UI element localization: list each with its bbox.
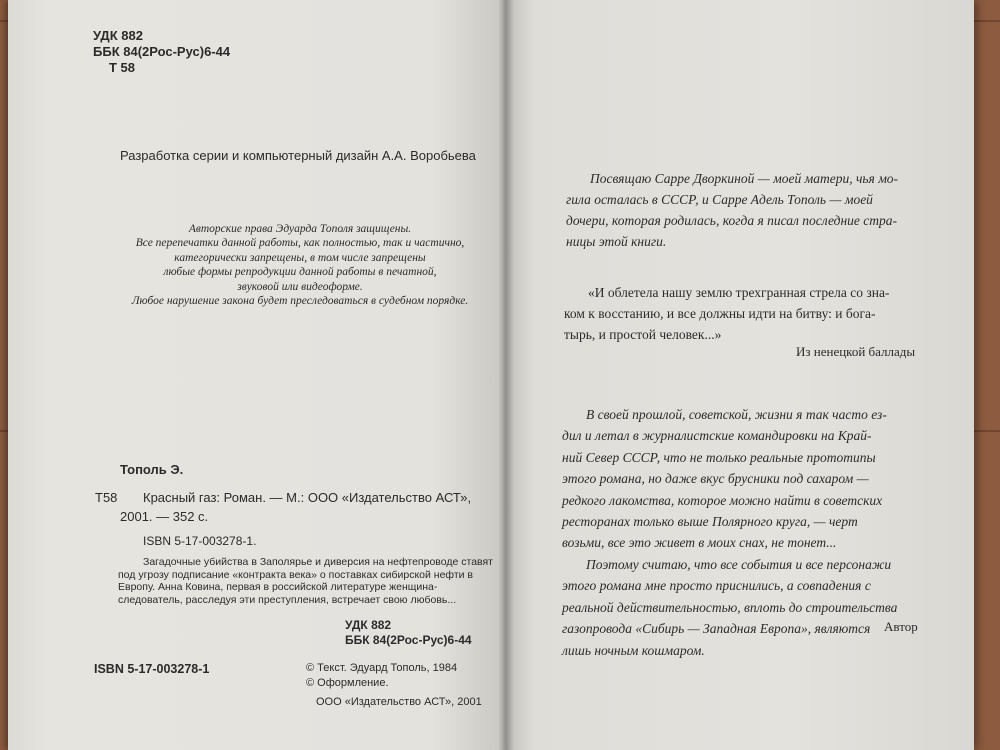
annotation-line: Загадочные убийства в Заполярье и диверсия на нефтепроводе ставят xyxy=(143,556,493,568)
copyright-notice-line: категорически запрещены, в том числе запрещены xyxy=(174,251,426,264)
preface-line: реальной действительностью, вплоть до строительства xyxy=(562,599,898,615)
copyright-line: ООО «Издательство АСТ», 2001 xyxy=(316,696,482,708)
annotation-line: Европу. Анна Ковина, первая в российской литературе женщина- xyxy=(118,581,438,594)
copyright-notice-line: любые формы репродукции данной работы в печатной, xyxy=(163,266,437,279)
card-udk: УДК 882 xyxy=(345,618,392,632)
dedication-line: ницы этой книги. xyxy=(566,234,667,249)
copyright-lines xyxy=(306,661,482,710)
annotation-line: под угрозу подписание «контракта века» о поставках сибирской нефти в xyxy=(118,568,473,581)
author-mark: Т 58 xyxy=(109,60,136,75)
epigraph-line: ком к восстанию, и все должны идти на битву: и бога- xyxy=(564,306,876,321)
copyright-notice-line: Авторские права Эдуарда Тополя защищены. xyxy=(188,223,412,235)
card-bbk: ББК 84(2Рос-Рус)6-44 xyxy=(345,633,472,647)
epigraph-line: тырь, и простой человек...» xyxy=(564,327,722,342)
preface-line: возьми, все это живет в моих снах, не тонет... xyxy=(562,535,837,551)
copyright-notice-line: звуковой или видеоформе. xyxy=(237,280,363,293)
epigraph xyxy=(564,282,889,345)
preface-line: В своей прошлой, советской, жизни я так часто ез- xyxy=(586,407,887,422)
copyright-notice xyxy=(120,222,480,308)
card-title-line: Красный газ: Роман. — М.: ООО «Издательство АСТ», xyxy=(143,490,472,505)
copyright-notice-line: Все перепечатки данной работы, как полностью, так и частично, xyxy=(135,237,465,250)
preface-line: этого романа, но даже вкус брусники под сахаром — xyxy=(562,471,869,487)
dedication xyxy=(566,168,898,252)
epigraph-source: Из ненецкой баллады xyxy=(796,344,916,359)
card-title-line: 2001. — 352 с. xyxy=(120,509,209,524)
dedication-line: гила осталась в СССР, и Сарре Адель Тополь — моей xyxy=(566,192,873,207)
card-annotation xyxy=(118,556,493,606)
preface-paragraph-1 xyxy=(562,404,887,554)
dedication-line: Посвящаю Сарре Дворкиной — моей матери, чья мо- xyxy=(590,171,899,186)
classification-block xyxy=(93,28,230,76)
copyright-notice-line: Любое нарушение закона будет преследоваться в судебном порядке. xyxy=(131,295,469,308)
card-classification xyxy=(345,618,472,648)
dedication-line: дочери, которая родилась, когда я писал последние стра- xyxy=(566,213,898,228)
isbn-bottom: ISBN 5-17-003278-1 xyxy=(94,662,210,676)
series-design-credit: Разработка серии и компьютерный дизайн А.А. Воробьева xyxy=(120,148,476,163)
udk-code: УДК 882 xyxy=(93,28,143,43)
preface-line: газопровода «Сибирь — Западная Европа», являются xyxy=(562,621,871,637)
epigraph-line: «И облетела нашу землю трехгранная стрела со зна- xyxy=(588,285,890,300)
preface-paragraph-2 xyxy=(562,554,897,661)
preface-line: ресторанах только выше Полярного круга, — черт xyxy=(562,514,858,530)
annotation-line: следователь, расследуя эти преступления, встречает свою любовь... xyxy=(118,593,457,606)
copyright-line: © Оформление. xyxy=(306,677,389,689)
bbk-code: ББК 84(2Рос-Рус)6-44 xyxy=(93,44,231,59)
left-page xyxy=(8,0,506,750)
preface-line: лишь ночным кошмаром. xyxy=(562,642,705,658)
card-code: Т58 xyxy=(95,490,118,505)
signature: Автор xyxy=(884,619,918,634)
preface-line: ний Север СССР, что не только реальные прототипы xyxy=(562,449,876,465)
copyright-line: © Текст. Эдуард Тополь, 1984 xyxy=(306,662,458,674)
preface-line: Поэтому считаю, что все события и все персонажи xyxy=(586,557,892,572)
preface-line: редкого лакомства, которое можно найти в советских xyxy=(562,492,883,508)
card-isbn: ISBN 5-17-003278-1. xyxy=(143,534,257,548)
card-author: Тополь Э. xyxy=(120,462,184,477)
right-page xyxy=(506,0,974,750)
preface-line: этого романа мне просто приснились, а совпадения с xyxy=(562,578,871,594)
preface-line: дил и летал в журналистские командировки на Край- xyxy=(562,428,872,444)
